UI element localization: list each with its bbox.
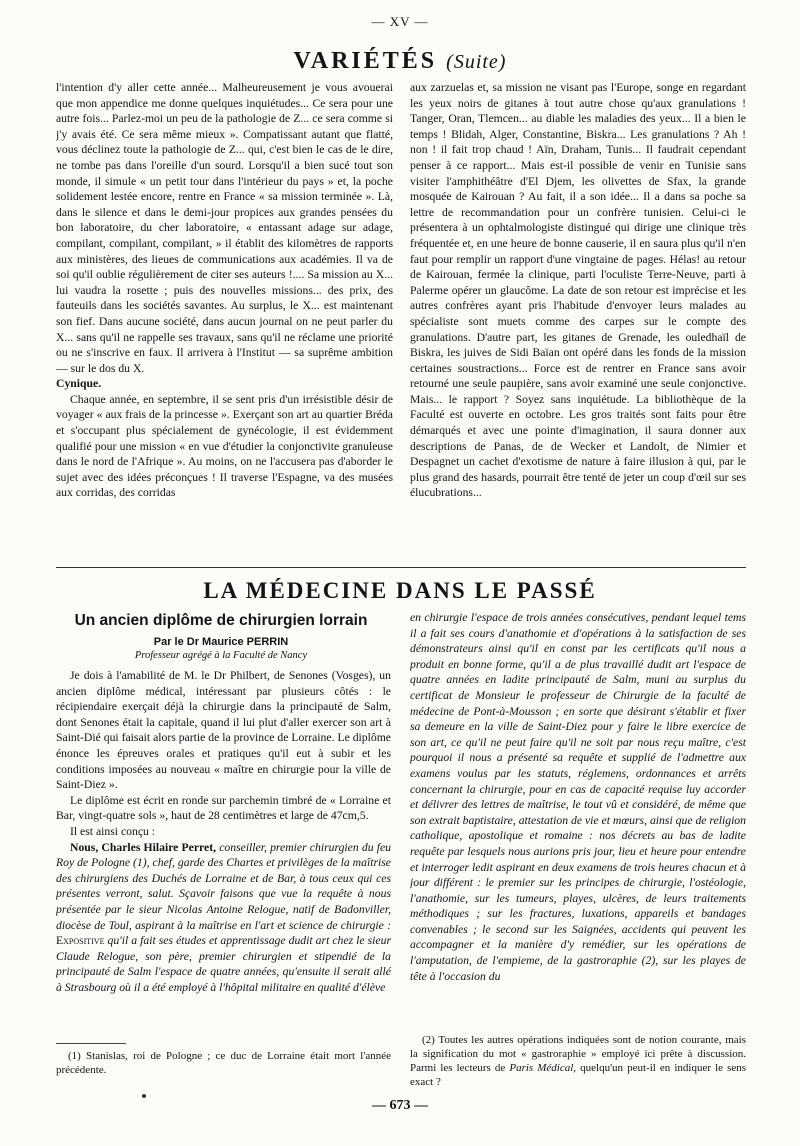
varietes-right-column — [410, 80, 746, 560]
medecine-right-column — [410, 610, 746, 1042]
footnote-1 — [56, 1049, 391, 1077]
varietes-left-paragraph-2: Chaque année, en septembre, il se sent pris d'un irrésistible désir de voyager « aux frais de la princesse ». Exerçant son art au quartier Bréda et s'occupant plus spécialement de gynécologie, il est évidemment qualifié pour une mission « en vue d'étudier la conjonctivite granuleuse dans le nord de l'Afrique ». Au moins, on ne l'accusera pas d'aborder le sujet avec des idées préconçues ! Il traverse l'Espagne, va des musées aux corridas, des corridas — [56, 392, 393, 500]
diploma-lead: Nous, Charles Hilaire Perret, — [70, 840, 217, 854]
author-affiliation: Professeur agrégé à la Faculté de Nancy — [134, 650, 308, 661]
footnote-2-text — [410, 1033, 746, 1089]
article-title: Un ancien diplôme de chirurgien lorrain — [74, 612, 368, 629]
diploma-text-part-2: qu'il a fait ses études et apprentissage dudit art chez le sieur Claude Relogue, son père, premier chirurgien et stipendié de la principauté de Salm l'espace de quatre années, qu'ensuite il serait allé à Strasbourg où il a été employé à l'hôpital militaire en qualité d'élève — [56, 934, 391, 994]
footnote-1-text: (1) Stanislas, roi de Pologne ; ce duc de Lorraine était mort l'année précédente. — [56, 1050, 391, 1076]
page-number: — 673 — — [372, 1098, 428, 1113]
diploma-text-continued: en chirurgie l'espace de trois années consécutives, pendant lequel tems il a fait ses cours d'anathomie et d'opérations à la satisfaction de ses démonstrateurs ainsi qu'il en const par les certificats qu'il nous a produit en bonne forme, qu'il a de plus travaillé dudit art l'espace de quatre années en ladite principauté de Salm, muni au surplus du certificat de Monsieur le professeur de Chirurgie de la faculté de médecine de Pont-à-Mousson ; en sorte que désirant s'établir et fixer sa demeure en la ville de Saint-Diez pour y faire le libre exercice de son art, ce qu'il ne peut faire qu'il ne soit par nous reçu maître, c'est pourquoi il nous a présenté sa requête et supplié de l'admettre aux examens voulus par les statuts, réglemens, ordonnances et arrêts concernant la chirurgie, pour en cas de capacité requise luy accorder et délivrer des lettres de maîtrise, le tout vû et considéré, de même que son extrait baptistaire, attestation de vie et mœurs, ainsi que de religion catholique, apostolique et romaine : nos décrets au bas de ladite requête par lesquels nous aurions pris jour, lieu et heure pour entendre et interroger ledit aspirant en deux examens de trois heures chacun et à jour différent : le premier sur les principes de chirurgie, l'ostéologie, l'anathomie, sur les tumeurs, playes, ulcères, de leurs traitements méthodiques ; sur les fractures, luxations, appareils et bandages convenables ; le second sur les Saignées, accidents qui peuvent les accompagner et la manière d'y remédier, sur les opérations de l'amputation, de l'empieme, de la gastroraphie (2), sur les playes de tête à l'occasion du — [410, 611, 746, 983]
footnote-2-journal: Paris Médical, — [509, 1062, 577, 1074]
article-byline: Par le Dr Maurice PERRIN — [153, 636, 289, 648]
diploma-text-start — [56, 840, 391, 996]
medecine-section-title: LA MÉDECINE DANS LE PASSÉ — [203, 578, 597, 603]
varietes-left-paragraph-1: l'intention d'y aller cette année... Malheureusement je vous avouerai que mon appendice me donne quelques inquiétudes... Ce sera pour une autre fois... Parlez-moi un peu de la pathologie de Z... ce sera comme si j'y avais été. Ce sera même mieux ». Compatissant autant que flatté, vous déclinez toute la pathologie de Z... qui, c'est bien le cas de le dire, ne tombe pas dans l'oreille d'un sourd. Lorsqu'il a bien sucé tout son monde, il simule « un petit tour dans l'intérieur du pays » et, la poche solidement lestée encore, rentre en France « sa mission terminée ». Là, dans le silence et dans le demi-jour propices aux grandes pensées du bon laboratoire, du cher laboratoire, « entassant adage sur adage, compilant, compilant, compilant, » il établit des kilomètres de rapports aux ministères, des lieues de communications aux académies. Il va de soi qu'il oublie régulièrement de citer ses auteurs !.... Sa mission au X... lui vaudra la rosette ; puis des nouvelles missions... des prix, des fauteuils dans les sociétés savantes. Au surplus, le X... est maintenant son fief. Dans aucune société, dans aucun journal on ne peut parler du X... sans qu'il ne rappelle ses travaux, sans qu'il ne réclame une priorité ou ne s'inscrive en faux. Il arrivera à l'Institut — sa suprême ambition — sur le dos du X. — [56, 81, 393, 375]
varietes-heading — [0, 48, 800, 75]
varietes-right-paragraph-1: aux zarzuelas et, sa mission ne visant pas l'Europe, songe en regardant les yeux noirs de gitanes à tout autre chose qu'aux granulations ! Tanger, Oran, Tlemcen... au diable les maladies des yeux... Il a bien le temps ! Blidah, Alger, Constantine, Biskra... Les granulations ? Ah ! non ! il fait trop chaud ! Aïn, Draham, Tunis... Il faudrait cependant penser à ce rapport... Mais est-il possible de venir en Tunisie sans visiter l'amphithéâtre d'El Djem, les olivettes de Sfax, la grande mosquée de Kairouan ? Au fait, il a son idée... Il a dans sa poche sa lettre de recommandation pour un confrère tunisien. Celui-ci le présentera à un ophtalmologiste distingué qui dirige une clinique très fréquentée et, en une heure de bonne causerie, il en saura plus qu'il n'en faut pour remplir un rapport d'une vingtaine de pages. Hélas! au retour de Kairouan, fermée la clinique, parti l'oculiste Terre-Neuve, parti à Palerme opérer un glaucôme. La date de son retour est imprécise et les autres confrères ayant pris l'habitude d'envoyer leurs malades au spécialiste sont muets comme des carpes sur le compte des granulations. D'autre part, les gitanes de Grenade, les ouledhaïl de Biskra, les juives de Sidi Baïan ont opéré dans les fonds de la mission certaines soustractions... Force est de rentrer en France sans avoir retourné une seule paupière, sans avoir examiné une seule conjonctive. Mais... le rapport ? Soyez sans inquiétude. La bibliothèque de la Faculté est ouverte en octobre. Les gros traités sont faits pour être démarqués et avec une pointe d'imagination, il saura donner aux descriptions de Panas, de de Wecker et Landolt, de Nimier et Despagnet un cachet d'exotisme de nature à faire illusion à qui, par le plus grand des hasards, pourrait être tenté de jeter un coup d'œil sur ses élucubrations... — [410, 81, 746, 500]
medecine-paragraph-1: Je dois à l'amabilité de M. le Dr Philbert, de Senones (Vosges), un ancien diplôme médical, intéressant par plusieurs côtés : le récipiendaire exerçait déjà la chirurgie dans la principauté de Salm, dont Senones était la capitale, quand il lui plut d'aller exercer son art à Saint-Dié qui faisait alors partie de la province de Lorraine. Le diplôme énonce les épreuves orales et pratiques qu'il eut à subir et les conditions imposées au nouveau « maître en chirurgie pour la ville de Saint-Diez ». — [56, 669, 391, 792]
varietes-suite: (Suite) — [446, 51, 507, 73]
diploma-expositive: Expositive — [56, 934, 105, 948]
cynique-heading: Cynique. — [56, 377, 102, 391]
footnote-rule-left — [56, 1043, 126, 1044]
varietes-title: VARIÉTÉS — [293, 48, 438, 74]
medecine-paragraph-3: Il est ainsi conçu : — [70, 824, 156, 838]
footnote-2-part-c: quelqu'un peut-il en indiquer le sens exact ? — [410, 1062, 747, 1088]
roman-page-number: — XV — — [371, 14, 429, 29]
medecine-paragraph-2: Le diplôme est écrit en ronde sur parchemin timbré de « Lorraine et Bar, vingt-quatre sols », haut de 28 centimètres et large de 47cm,5. — [56, 793, 391, 823]
medecine-left-column — [56, 668, 391, 1044]
diploma-text-part-1: conseiller, premier chirurgien du feu Roy de Pologne (1), chef, garde des Chartes et privilèges de la maîtrise des chirurgiens des Duchés de Lorraine et de Bar, à tous ceux qui ces présentes verront, salut. Sçavoir faisons que vue la requête à nous présentée par le sieur Nicolas Antoine Relogue, natif de Badonviller, diocèse de Toul, aspirant à la maîtrise en l'art et science de chirurgie : — [56, 840, 391, 932]
section-divider — [56, 567, 746, 568]
footnote-2-part-a: (2) Toutes les autres opérations indiquées sont de notion courante, mais la signification du mot « gastroraphie » employé ici prête à discussion. Parmi les lecteurs de — [410, 1034, 746, 1074]
footnote-2 — [410, 1033, 746, 1089]
varietes-left-column — [56, 80, 393, 560]
